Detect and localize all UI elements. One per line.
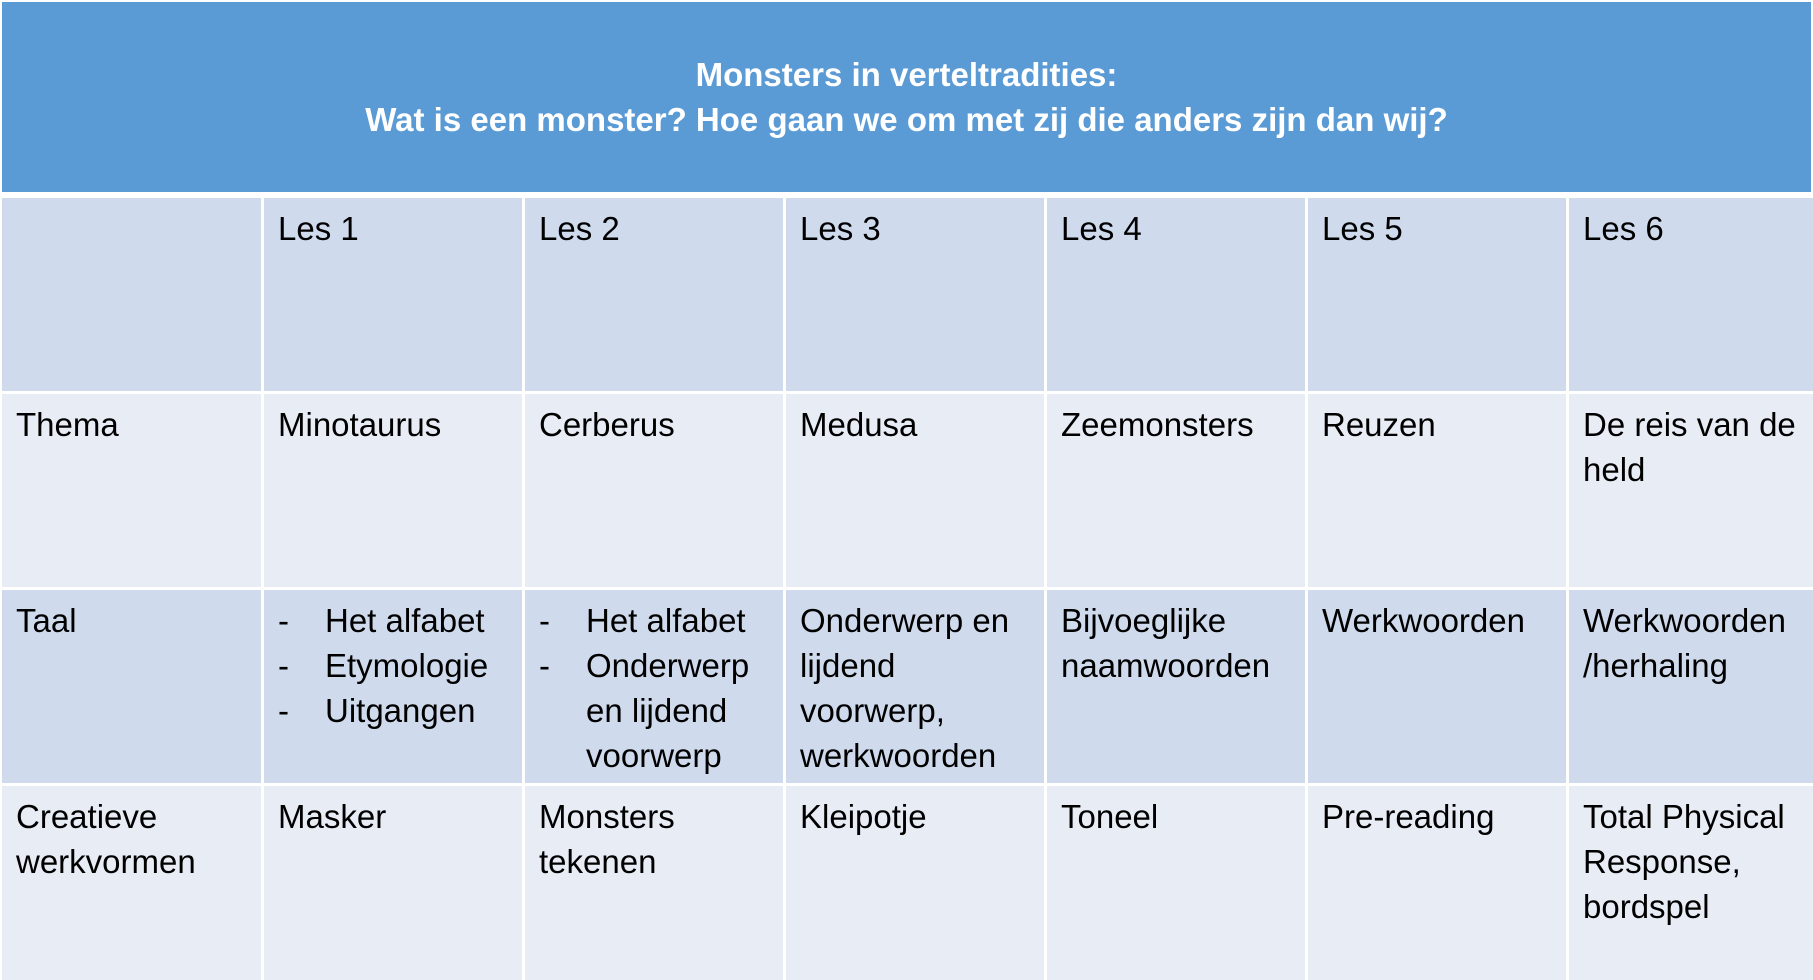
title-banner: [2, 2, 1811, 192]
lesson-table: [2, 198, 1811, 971]
list-item-text: Uitgangen: [325, 692, 476, 729]
list-item: [278, 598, 508, 643]
taal-les5: Werkwoorden: [1308, 590, 1566, 783]
thema-les6: De reis van de held: [1569, 394, 1813, 587]
title-line-1: Monsters in verteltradities:: [695, 56, 1118, 93]
list-item: [539, 643, 769, 778]
thema-les4: Zeemonsters: [1047, 394, 1305, 587]
dash-marker: -: [539, 647, 550, 684]
thema-les3: Medusa: [786, 394, 1044, 587]
title-line-2: Wat is een monster? Hoe gaan we om met zij die anders zijn dan wij?: [365, 101, 1448, 138]
list-item-text: Het alfabet: [586, 602, 746, 639]
taal-les4: Bijvoeglijke naamwoorden: [1047, 590, 1305, 783]
dash-marker: -: [278, 602, 289, 639]
werkvormen-les2: Monsters tekenen: [525, 786, 783, 980]
row-label-werkvormen: Creatieve werkvormen: [2, 786, 261, 980]
list-item-text: Onderwerp en lijdend voorwerp: [586, 647, 750, 774]
werkvormen-les6: Total Physical Response, bordspel: [1569, 786, 1813, 980]
taal-les6: Werkwoorden /herhaling: [1569, 590, 1813, 783]
thema-les1: Minotaurus: [264, 394, 522, 587]
list-item-text: Het alfabet: [325, 602, 485, 639]
taal-les3: Onderwerp en lijdend voorwerp, werkwoorden: [786, 590, 1044, 783]
list-item: [539, 598, 769, 643]
werkvormen-les4: Toneel: [1047, 786, 1305, 980]
taal-les1-list: [278, 598, 508, 733]
list-item: [278, 643, 508, 688]
list-item: [278, 688, 508, 733]
column-header-les5: Les 5: [1308, 198, 1566, 391]
thema-les2: Cerberus: [525, 394, 783, 587]
column-header-les3: Les 3: [786, 198, 1044, 391]
row-label-taal: Taal: [2, 590, 261, 783]
corner-cell: [2, 198, 261, 391]
taal-les2-list: [539, 598, 769, 778]
werkvormen-les1: Masker: [264, 786, 522, 980]
dash-marker: -: [278, 692, 289, 729]
werkvormen-les3: Kleipotje: [786, 786, 1044, 980]
taal-les2: [525, 590, 783, 783]
list-item-text: Etymologie: [325, 647, 489, 684]
dash-marker: -: [539, 602, 550, 639]
column-header-les2: Les 2: [525, 198, 783, 391]
dash-marker: -: [278, 647, 289, 684]
taal-les1: [264, 590, 522, 783]
werkvormen-les5: Pre-reading: [1308, 786, 1566, 980]
column-header-les1: Les 1: [264, 198, 522, 391]
column-header-les6: Les 6: [1569, 198, 1813, 391]
row-label-thema: Thema: [2, 394, 261, 587]
thema-les5: Reuzen: [1308, 394, 1566, 587]
column-header-les4: Les 4: [1047, 198, 1305, 391]
